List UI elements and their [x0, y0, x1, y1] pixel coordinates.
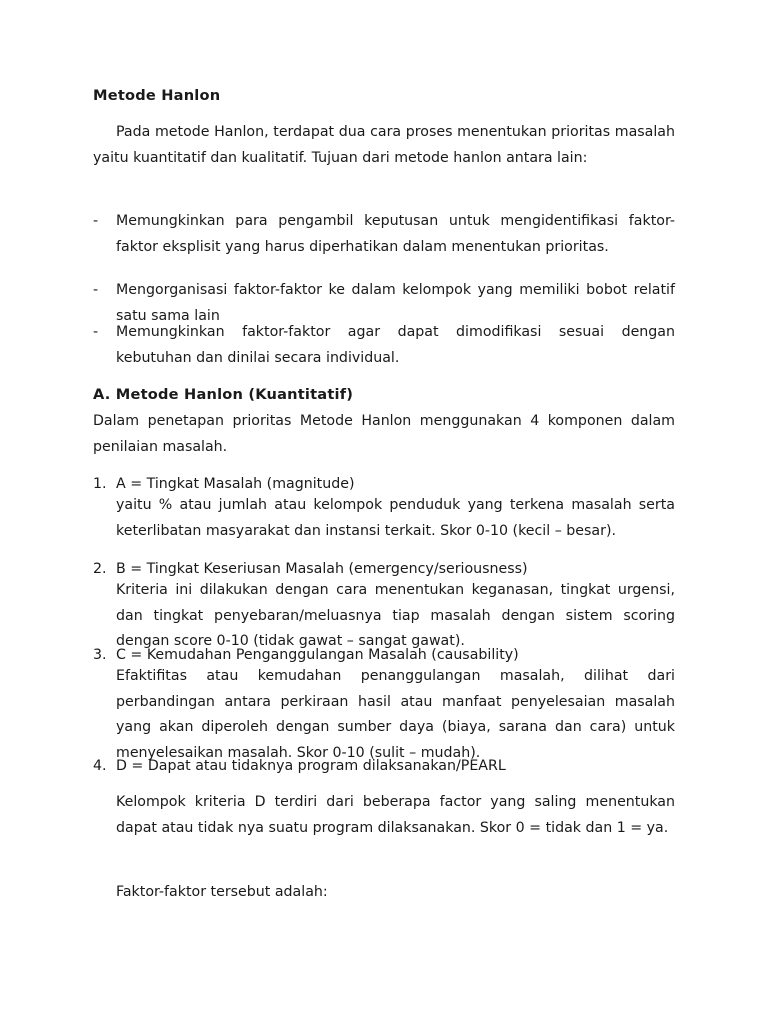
goal-text: Memungkinkan para pengambil keputusan untuk mengidentifikasi faktor-faktor eksplisit yang harus diperhatikan dalam menentukan prioritas.	[116, 213, 675, 255]
factors-intro: Faktor-faktor tersebut adalah:	[116, 884, 328, 900]
component-description: yaitu % atau jumlah atau kelompok penduduk yang terkena masalah serta keterlibatan masyarakat dan instansi terkait. Skor 0-10 (kecil – besar).	[116, 497, 675, 539]
list-number: 2.	[93, 561, 107, 577]
component-description: Efaktifitas atau kemudahan penanggulangan masalah, dilihat dari perbandingan antara perkiraan hasil atau manfaat penyelesaian masalah yang akan diperoleh dengan sumber daya (biaya, sarana dan cara) untuk menyelesaikan masalah. Skor 0-10 (sulit – mudah).	[116, 668, 675, 761]
component-title: D = Dapat atau tidaknya program dilaksanakan/PEARL	[116, 758, 506, 774]
component-list-item	[93, 561, 675, 655]
component-list-item	[93, 476, 675, 544]
intro-paragraph: Pada metode Hanlon, terdapat dua cara proses menentukan prioritas masalah yaitu kuantitatif dan kualitatif. Tujuan dari metode hanlon antara lain:	[93, 124, 675, 166]
page-title: Metode Hanlon	[93, 87, 221, 104]
section-a-heading: A. Metode Hanlon (Kuantitatif)	[93, 386, 354, 403]
list-number: 3.	[93, 647, 107, 663]
goal-text: Mengorganisasi faktor-faktor ke dalam kelompok yang memiliki bobot relatif satu sama lain	[116, 282, 675, 324]
component-title: C = Kemudahan Penganggulangan Masalah (causability)	[116, 647, 519, 663]
goal-list-item	[93, 320, 675, 371]
list-number: 4.	[93, 758, 107, 774]
pearl-paragraph: Kelompok kriteria D terdiri dari beberapa factor yang saling menentukan dapat atau tidak nya suatu program dilaksanakan. Skor 0 = tidak dan 1 = ya.	[116, 794, 675, 836]
component-list-item	[93, 647, 675, 766]
list-dash: -	[93, 282, 99, 298]
list-dash: -	[93, 324, 99, 340]
component-title: A = Tingkat Masalah (magnitude)	[116, 476, 355, 492]
list-dash: -	[93, 213, 99, 229]
component-list-item	[93, 758, 675, 775]
section-a-intro: Dalam penetapan prioritas Metode Hanlon menggunakan 4 komponen dalam penilaian masalah.	[93, 413, 675, 455]
goal-list-item	[93, 209, 675, 260]
goal-text: Memungkinkan faktor-faktor agar dapat dimodifikasi sesuai dengan kebutuhan dan dinilai secara individual.	[116, 324, 675, 366]
component-description: Kriteria ini dilakukan dengan cara menentukan keganasan, tingkat urgensi, dan tingkat penyebaran/meluasnya tiap masalah dengan sistem scoring dengan score 0-10 (tidak gawat – sangat gawat).	[116, 582, 675, 649]
list-number: 1.	[93, 476, 107, 492]
document-page	[93, 0, 675, 1024]
component-title: B = Tingkat Keseriusan Masalah (emergency/seriousness)	[116, 561, 528, 577]
